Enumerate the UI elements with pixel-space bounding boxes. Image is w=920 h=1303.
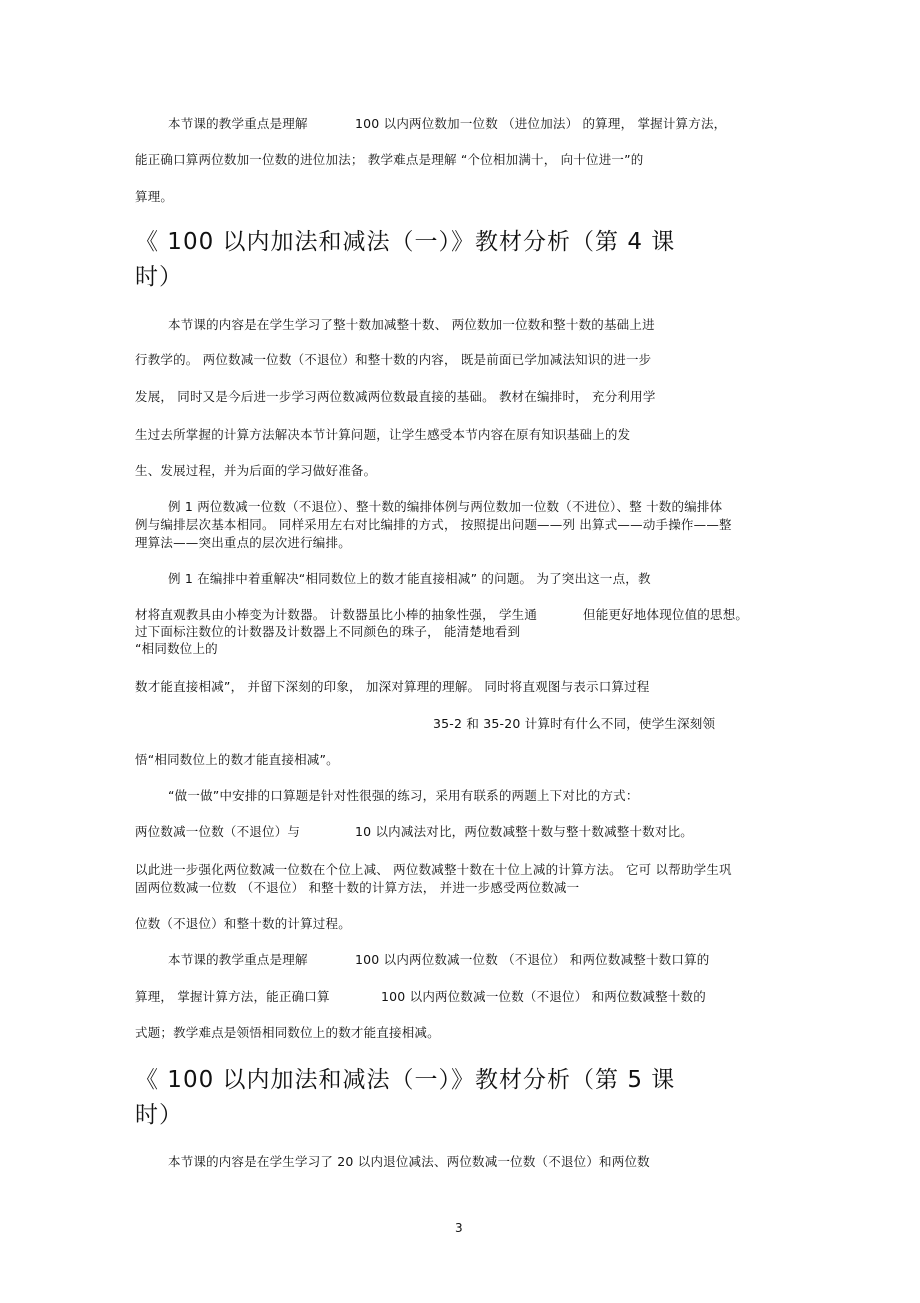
text-line: 本节课的教学重点是理解 — [168, 116, 308, 131]
text-line: 生、发展过程，并为后面的学习做好准备。 — [135, 463, 377, 478]
text-line: 100 以内两位数减一位数（不退位） 和两位数减整十数的 — [381, 989, 706, 1004]
text-line: 式题；教学难点是领悟相同数位上的数才能直接相减。 — [135, 1025, 440, 1040]
text-line: 能正确口算两位数加一位数的进位加法； 教学难点是理解 “个位相加满十， 向十位进一”的 — [135, 152, 644, 167]
text-line: 10 以内减法对比，两位数减整十数与整十数减整十数对比。 — [355, 824, 693, 839]
section-heading: 时） — [135, 264, 183, 290]
text-line: 材将直观教具由小棒变为计数器。 计数器虽比小棒的抽象性强， 学生通 — [135, 607, 538, 622]
text-line: 本节课的教学重点是理解 — [168, 952, 308, 967]
section-heading: 《 100 以内加法和减法（一）》教材分析（第 4 课 — [135, 229, 676, 255]
text-line: 35-2 和 35-20 计算时有什么不同，使学生深刻领 — [433, 716, 716, 731]
text-line: 本节课的内容是在学生学习了整十数加减整十数、 两位数加一位数和整十数的基础上进 — [168, 317, 655, 332]
text-line: 位数（不退位）和整十数的计算过程。 — [135, 916, 351, 931]
text-line: “相同数位上的 — [135, 641, 218, 656]
text-line: 算理。 — [135, 189, 174, 204]
text-line: 发展， 同时又是今后进一步学习两位数减两位数最直接的基础。 教材在编排时， 充分利用学 — [135, 389, 656, 404]
page-number: 3 — [455, 1221, 463, 1235]
text-line: 例 1 两位数减一位数（不退位）、整十数的编排体例与两位数加一位数（不进位）、整 十数的编排体 — [168, 499, 723, 514]
text-line: 固两位数减一位数 （不退位） 和整十数的计算方法， 并进一步感受两位数减一 — [135, 880, 580, 895]
text-line: 100 以内两位数加一位数 （进位加法） 的算理， 掌握计算方法， — [355, 116, 727, 131]
text-line: 例与编排层次基本相同。 同样采用左右对比编排的方式， 按照提出问题——列 出算式——动手操作——整 — [135, 517, 732, 532]
text-line: 例 1 在编排中着重解决“相同数位上的数才能直接相减” 的问题。 为了突出这一点，教 — [168, 571, 651, 586]
text-line: 本节课的内容是在学生学习了 20 以内退位减法、两位数减一位数（不退位）和两位数 — [168, 1154, 650, 1169]
text-line: 以此进一步强化两位数减一位数在个位上减、 两位数减整十数在十位上减的计算方法。 它可 以帮助学生巩 — [135, 862, 732, 877]
section-heading: 《 100 以内加法和减法（一）》教材分析（第 5 课 — [135, 1067, 676, 1093]
text-line: 算理， 掌握计算方法，能正确口算 — [135, 989, 330, 1004]
text-line: “做一做”中安排的口算题是针对性很强的练习，采用有联系的两题上下对比的方式： — [168, 788, 639, 803]
text-line: 100 以内两位数减一位数 （不退位） 和两位数减整十数口算的 — [355, 952, 710, 967]
text-line: 悟“相同数位上的数才能直接相减”。 — [135, 752, 339, 767]
text-line: 理算法——突出重点的层次进行编排。 — [135, 535, 351, 550]
text-line: 两位数减一位数（不退位）与 — [135, 824, 301, 839]
text-line: 过下面标注数位的计数器及计数器上不同颜色的珠子， 能清楚地看到 — [135, 624, 521, 639]
section-heading: 时） — [135, 1102, 183, 1128]
text-line: 生过去所掌握的计算方法解决本节计算问题，让学生感受本节内容在原有知识基础上的发 — [135, 427, 631, 442]
text-line: 行教学的。 两位数减一位数（不退位）和整十数的内容， 既是前面已学加减法知识的进一步 — [135, 352, 652, 367]
text-line: 数才能直接相减”， 并留下深刻的印象， 加深对算理的理解。 同时将直观图与表示口算过程 — [135, 679, 650, 694]
text-line: 但能更好地体现位值的思想。 — [583, 607, 749, 622]
